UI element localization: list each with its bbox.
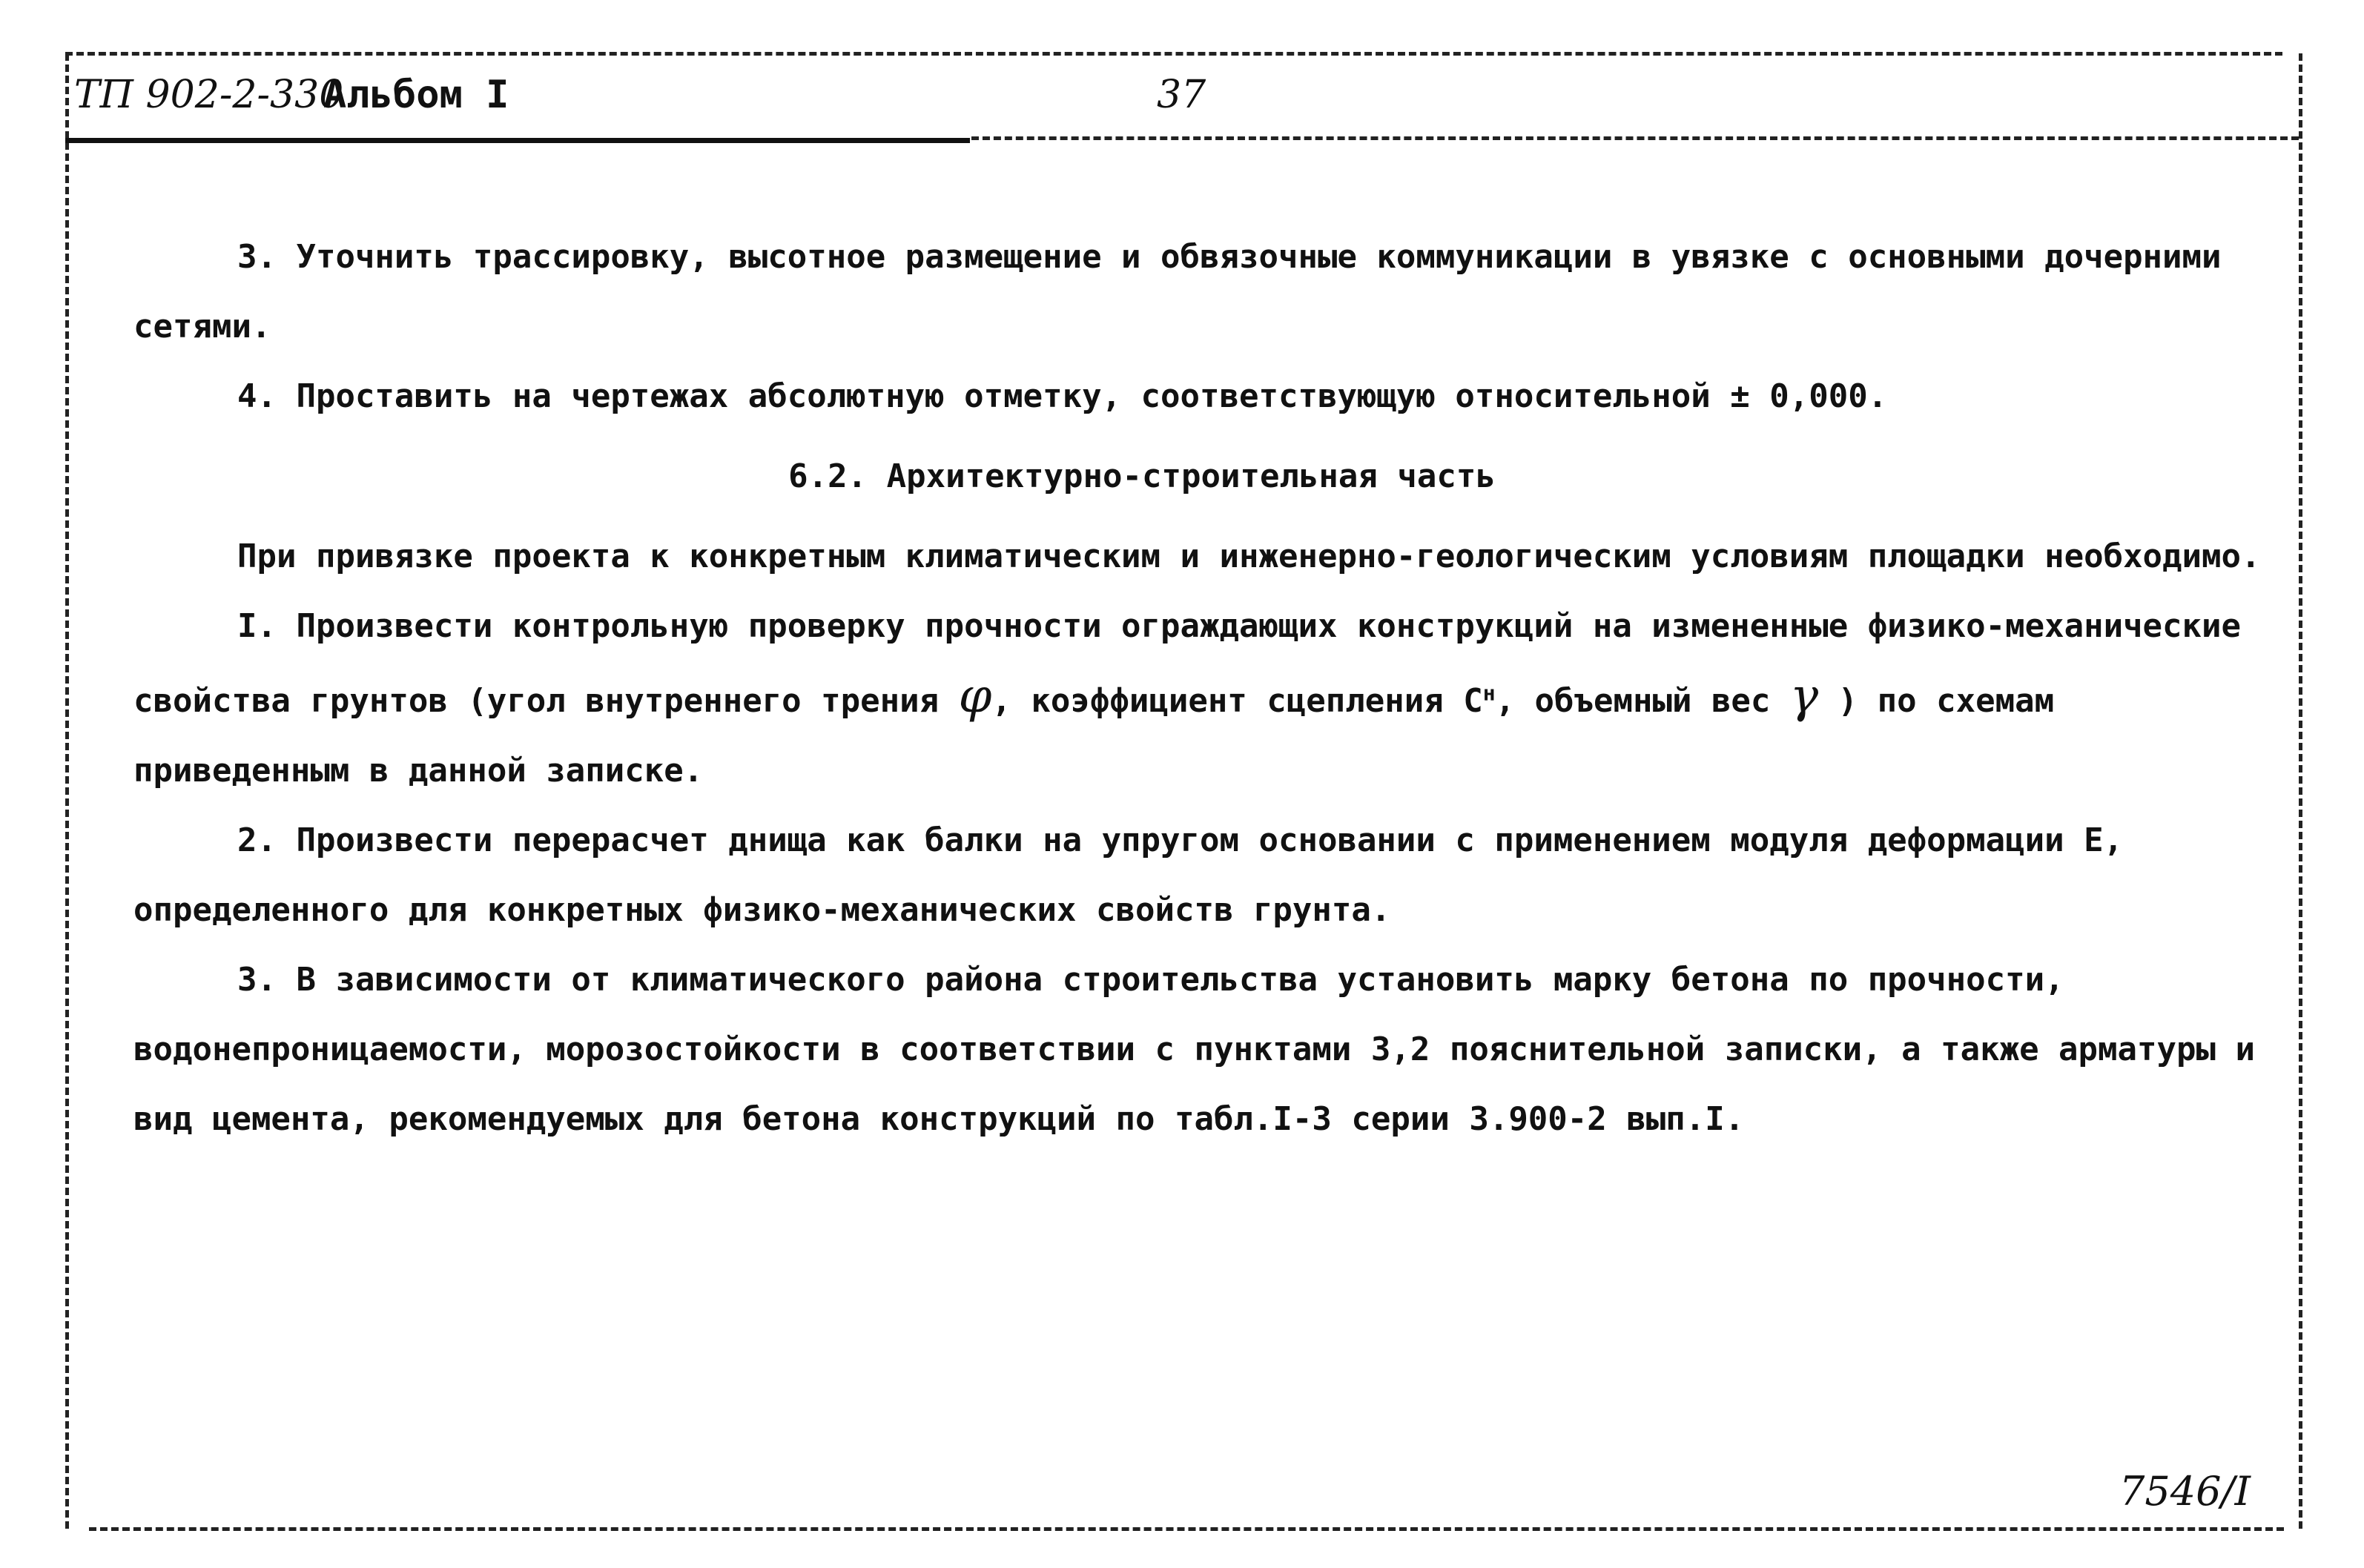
page-frame-left: [65, 53, 69, 1529]
album-label: Альбом I: [323, 73, 509, 117]
paragraph-item-4: 4. Проставить на чертежах абсолютную отметку, соответствующую относительной ± 0,000.: [237, 377, 1888, 415]
section-intro: При привязке проекта к конкретным климатическим и инженерно-геологическим условиям площадки необходимо.: [237, 537, 2261, 575]
series-code: ТП 902-2-330: [74, 73, 344, 117]
header-rule-dashed: [971, 136, 2299, 140]
cn-superscript: н: [1482, 681, 1496, 706]
page-frame-top: [65, 52, 2282, 56]
page-frame-right: [2299, 53, 2302, 1529]
phi-symbol: φ: [958, 669, 992, 724]
item1-text-after: , объемный вес: [1495, 682, 1771, 720]
page-number: 37: [1157, 73, 1206, 117]
paragraph-item-3: 3. Уточнить трассировку, высотное размещение и обвязочные коммуникации в увязке с основными дочерними сетями.: [133, 238, 2222, 345]
item1-text-start: I. Произвести контрольную проверку прочности ограждающих конструкций на измененные физико-механические свойства грунтов (угол внутреннего трения: [133, 607, 2242, 720]
document-code: 7546/I: [2119, 1468, 2251, 1515]
section-title: 6.2. Архитектурно-строительная часть: [788, 457, 1496, 495]
paragraph-item-3b: 3. В зависимости от климатического района строительства установить марку бетона по прочности, водонепроницаемости, морозостойкости в соответствии с пунктами 3,2 пояснительной записки, а также арматуры и вид цемента, рекомендуемых для бетона конструкций по табл.I-3 серии 3.900-2 вып.I.: [133, 961, 2255, 1138]
document-body: [133, 222, 2284, 1154]
item1-text-mid: , коэффициент сцепления C: [991, 682, 1483, 720]
header-rule: [65, 138, 970, 143]
page-frame-bottom: [89, 1527, 2284, 1531]
paragraph-item-1: [133, 592, 2284, 806]
item1-text-tail: ) по схемам приведенным в данной записке.: [133, 682, 2055, 790]
paragraph-item-2: 2. Произвести перерасчет днища как балки на упругом основании с применением модуля деформации E, определенного для конкретных физико-механических свойств грунта.: [133, 821, 2124, 929]
gamma-symbol: γ: [1789, 669, 1819, 724]
